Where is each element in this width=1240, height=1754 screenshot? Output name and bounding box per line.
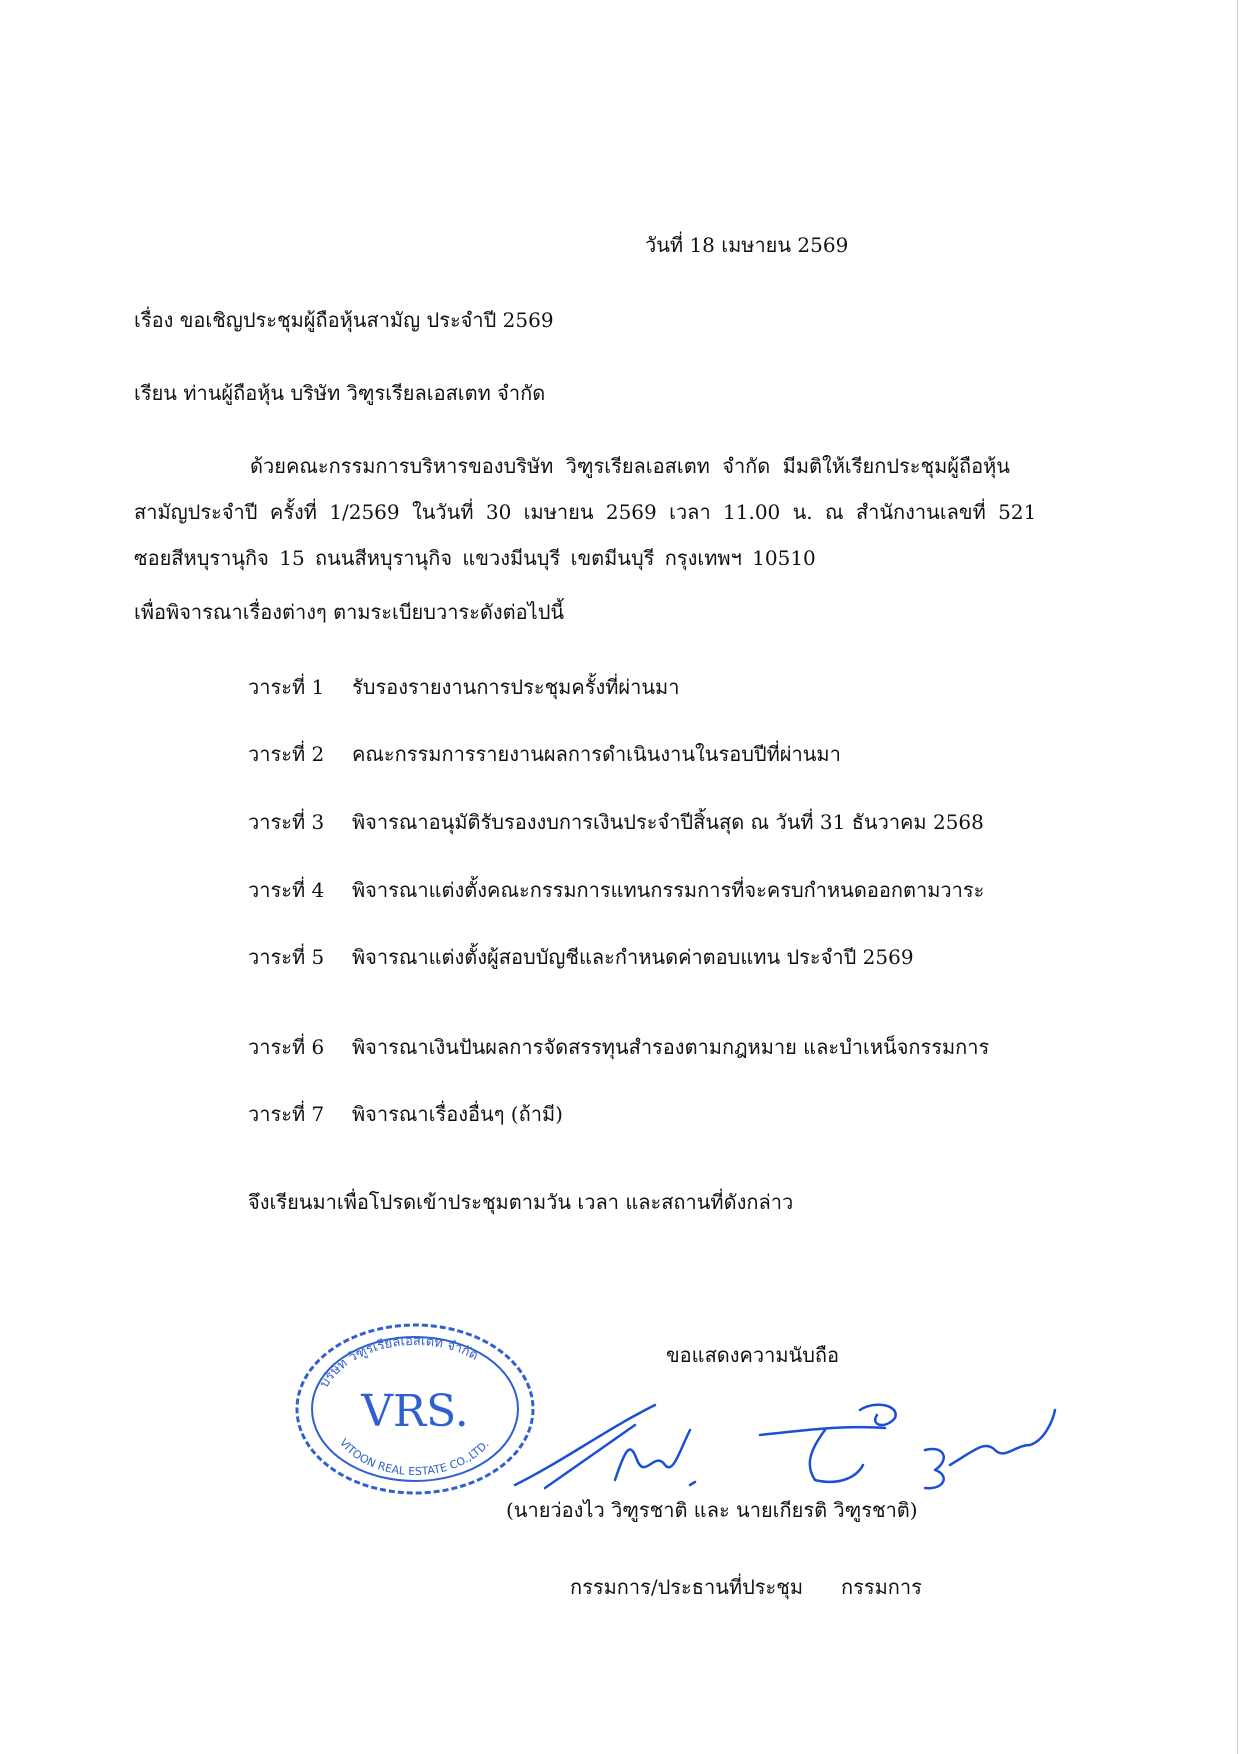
letter-date: วันที่ 18 เมษายน 2569 — [645, 233, 849, 257]
agenda-item-1 — [248, 672, 679, 702]
agenda-text: คณะกรรมการรายงานผลการดำเนินงานในรอบปีที่ผ่านมา — [352, 742, 841, 766]
agenda-text: รับรองรายงานการประชุมครั้งที่ผ่านมา — [352, 675, 680, 699]
role-chairman: กรรมการ/ประธานที่ประชุม — [570, 1575, 804, 1599]
agenda-text: พิจารณาแต่งตั้งคณะกรรมการแทนกรรมการที่จะครบกำหนดออกตามวาระ — [352, 878, 985, 902]
body-line-3: ซอยสีหบุรานุกิจ 15 ถนนสีหบุรานุกิจ แขวงมีนบุรี เขตมีนบุรี กรุงเทพฯ 10510 — [134, 546, 816, 570]
agenda-item-7 — [248, 1099, 563, 1129]
body-line-4: เพื่อพิจารณาเรื่องต่างๆ ตามระเบียบวาระดังต่อไปนี้ — [134, 600, 565, 624]
agenda-number: วาระที่ 6 — [248, 1035, 325, 1059]
agenda-item-3 — [248, 807, 984, 837]
body-line-2: สามัญประจำปี ครั้งที่ 1/2569 ในวันที่ 30 เมษายน 2569 เวลา 11.00 น. ณ สำนักงานเลขที่ 521 — [134, 500, 1037, 524]
agenda-text: พิจารณาเรื่องอื่นๆ (ถ้ามี) — [352, 1102, 563, 1126]
letter-subject: เรื่อง ขอเชิญประชุมผู้ถือหุ้นสามัญ ประจำปี 2569 — [134, 308, 554, 332]
body-line-1: ด้วยคณะกรรมการบริหารของบริษัท วิฑูรเรียลเอสเตท จำกัด มีมติให้เรียกประชุมผู้ถือหุ้น — [250, 454, 1010, 478]
agenda-number: วาระที่ 5 — [248, 945, 325, 969]
scan-edge-line — [1237, 0, 1238, 1754]
agenda-text: พิจารณาแต่งตั้งผู้สอบบัญชีและกำหนดค่าตอบแทน ประจำปี 2569 — [352, 945, 914, 969]
agenda-number: วาระที่ 2 — [248, 742, 325, 766]
agenda-number: วาระที่ 7 — [248, 1102, 325, 1126]
agenda-item-2 — [248, 739, 841, 769]
company-stamp — [290, 1318, 540, 1500]
signer-roles — [570, 1572, 922, 1602]
closing-line: จึงเรียนมาเพื่อโปรดเข้าประชุมตามวัน เวลา และสถานที่ดังกล่าว — [248, 1190, 794, 1214]
agenda-item-6 — [248, 1032, 989, 1062]
agenda-number: วาระที่ 3 — [248, 810, 325, 834]
stamp-ring-bottom: VITOON REAL ESTATE CO.,LTD. — [336, 1436, 492, 1479]
letter-salutation: เรียน ท่านผู้ถือหุ้น บริษัท วิฑูรเรียลเอสเตท จำกัด — [134, 381, 546, 405]
signer-names: (นายว่องไว วิฑูรชาติ และ นายเกียรติ วิฑูรชาติ) — [506, 1498, 918, 1522]
agenda-item-4 — [248, 875, 984, 905]
stamp-center-text: VRS. — [361, 1386, 469, 1437]
agenda-text: พิจารณาเงินปันผลการจัดสรรทุนสำรองตามกฎหมาย และบำเหน็จกรรมการ — [352, 1035, 990, 1059]
role-director: กรรมการ — [841, 1575, 922, 1599]
agenda-text: พิจารณาอนุมัติรับรองงบการเงินประจำปีสิ้นสุด ณ วันที่ 31 ธันวาคม 2568 — [352, 810, 984, 834]
handwritten-signatures — [505, 1390, 1060, 1500]
agenda-item-5 — [248, 942, 914, 972]
agenda-number: วาระที่ 1 — [248, 675, 325, 699]
agenda-number: วาระที่ 4 — [248, 878, 325, 902]
stamp-ring-top: บริษัท วิฑูรเรียลเอสเตท จำกัด — [317, 1333, 481, 1391]
regards-line: ขอแสดงความนับถือ — [666, 1343, 840, 1367]
